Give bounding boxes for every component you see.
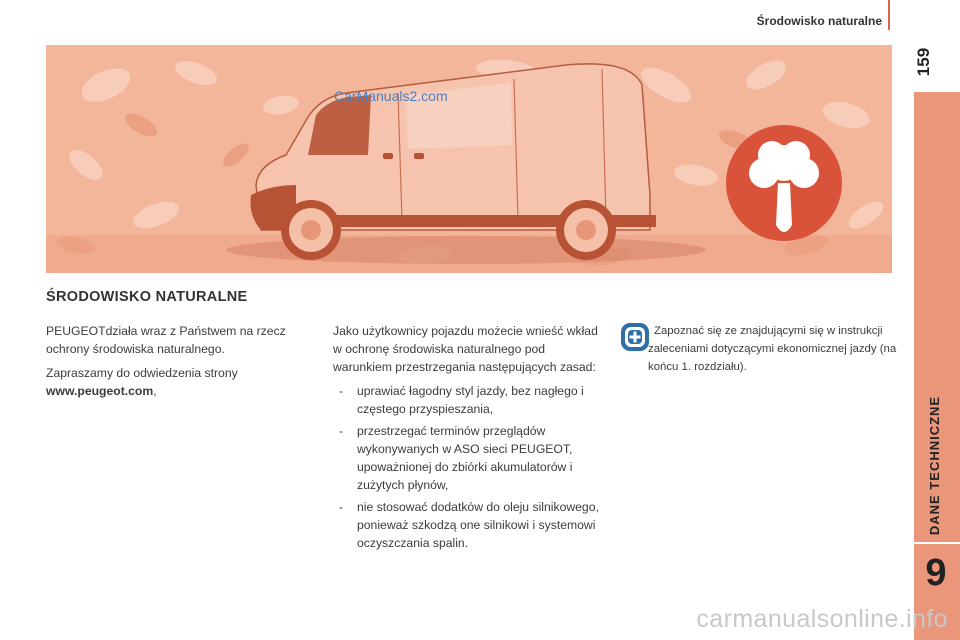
header-rule xyxy=(888,0,890,30)
middle-column xyxy=(333,322,603,552)
footer-watermark: carmanualsonline.info xyxy=(696,605,948,633)
running-header: Środowisko naturalne xyxy=(756,14,882,28)
list-item-text: nie stosować dodatków do oleju silnikowego, ponieważ szkodzą one silnikowi i systemowi oczyszczania spalin. xyxy=(357,500,599,550)
left-column xyxy=(46,322,316,406)
list-item-text: uprawiać łagodny styl jazdy, bez nagłego i częstego przyspieszania, xyxy=(357,384,584,416)
chapter-divider xyxy=(914,542,960,544)
banner-watermark: CarManuals2.com xyxy=(334,88,448,104)
left-paragraph-2-end: , xyxy=(153,384,157,398)
van-illustration xyxy=(46,45,892,273)
chapter-number: 9 xyxy=(925,552,947,594)
page-number: 159 xyxy=(913,47,933,77)
section-title: ŚRODOWISKO NATURALNE xyxy=(46,289,248,305)
left-paragraph-1: PEUGEOTdziała wraz z Państwem na rzecz ochrony środowiska naturalnego. xyxy=(46,324,286,356)
banner-illustration xyxy=(46,45,892,273)
peugeot-website-link[interactable]: www.peugeot.com xyxy=(46,384,154,398)
list-item xyxy=(333,382,603,418)
bullet-dash: - xyxy=(339,500,344,514)
list-item xyxy=(333,422,603,494)
middle-intro: Jako użytkownicy pojazdu możecie wnieść wkład w ochronę środowiska naturalnego pod warunkiem przestrzegania następujących zasad: xyxy=(333,324,598,374)
plus-info-icon xyxy=(620,322,650,352)
bullet-dash: - xyxy=(339,424,344,438)
left-paragraph-2-text: Zapraszamy do odwiedzenia strony xyxy=(46,366,238,380)
left-paragraph-2 xyxy=(46,364,316,400)
chapter-label xyxy=(920,380,950,550)
list-item-text: przestrzegać terminów przeglądów wykonywanych w ASO sieci PEUGEOT, upoważnionej do zbiórki akumulatorów i zużytych płynów, xyxy=(357,424,573,492)
info-note: Zapoznać się ze znajdującymi się w instrukcji zaleceniami dotyczącymi ekonomicznej jazdy (na końcu 1. rozdziału). xyxy=(648,325,897,373)
list-item xyxy=(333,498,603,552)
bullet-dash: - xyxy=(339,384,344,398)
chapter-label-text: DANE TECHNICZNE xyxy=(927,395,943,535)
